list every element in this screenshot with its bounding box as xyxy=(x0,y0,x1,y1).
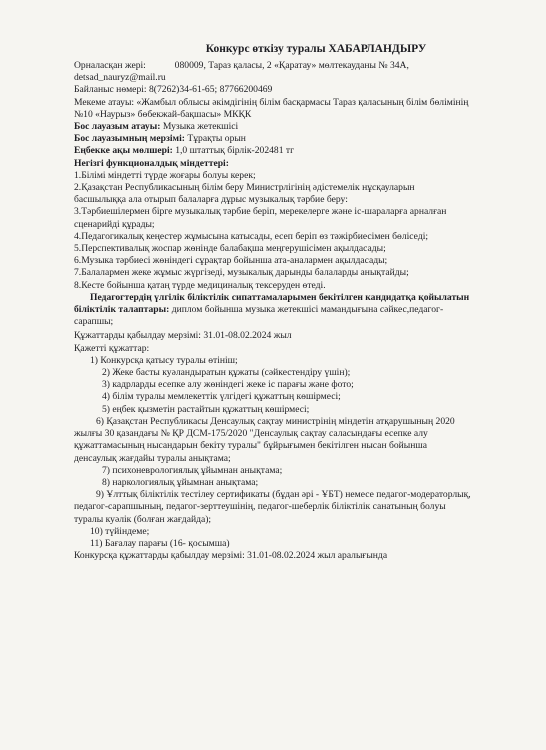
position-line xyxy=(74,121,518,133)
duty-item: 8.Кесте бойынша қатаң түрде медициналық тексеруден өтеді. xyxy=(74,279,326,291)
doc-item-9-line-3: туралы куәлік (болған жағдайда); xyxy=(74,513,212,525)
venue-line xyxy=(74,60,518,72)
duty-item: 5.Перспективалық жоспар жөнінде балабақша меңгерушісімен ақылдасады; xyxy=(74,243,386,255)
doc-item-8: 8) наркологиялық ұйымнан анықтама; xyxy=(102,476,259,488)
requirements-value: диплом бойынша музыка жетекшісі мамандығына сәйкес,педагог- xyxy=(169,304,444,316)
duty-item: 1.Білімі міндетті түрде жоғары болуы керек; xyxy=(74,169,256,181)
term-line xyxy=(74,133,518,145)
doc-item-6-line-1: 6) Қазақстан Республикасы Денсаулық сақтау министрінің міндетін атқарушының 2020 xyxy=(96,415,455,427)
final-deadline-line: Конкурсқа құжаттарды қабылдау мерзімі: 31.01-08.02.2024 жыл аралығында xyxy=(74,550,388,562)
venue-value: 080009, Тараз қаласы, 2 «Қаратау» мөлтекауданы № 34А, xyxy=(174,60,409,71)
doc-item: 4) білім туралы мемлекеттік үлгідегі құжаттың көшірмесі; xyxy=(102,391,341,403)
doc-item: 1) Конкурсқа қатысу туралы өтініш; xyxy=(90,354,238,366)
doc-item-11: 11) Бағалау парағы (16- қосымша) xyxy=(90,537,230,549)
docs-heading: Қажетті құжаттар: xyxy=(74,342,150,354)
position-label: Бос лауазым атауы: xyxy=(74,121,161,133)
duty-item: 4.Педагогикалық кеңестер жұмысына катысады, есеп беріп өз тәжірбиесімен бөліседі; xyxy=(74,230,429,242)
phone-line xyxy=(74,84,518,96)
term-label: Бос лауазымның мерзімі: xyxy=(74,133,185,145)
page-title: Конкурс өткізу туралы ХАБАРЛАНДЫРУ xyxy=(205,43,427,55)
term-value: Тұрақты орын xyxy=(187,133,246,145)
requirements-line xyxy=(74,304,518,316)
salary-line xyxy=(74,145,518,157)
duty-item: 7.Балалармен жеке жұмыс жүргізеді, музыкалық дарынды балаларды анықтайды; xyxy=(74,267,409,279)
doc-item-10: 10) түйіндеме; xyxy=(90,525,150,537)
requirements-label: біліктілік талаптары: xyxy=(74,304,170,316)
doc-item-9-line-1: 9) Ұлттық біліктілік тестілеу сертификаты (бұдан әрі - ҰБТ) немесе педагог-модераторлық, xyxy=(96,489,471,501)
duties-heading: Негізгі функционалдық міндеттері: xyxy=(74,157,229,169)
duty-item: сценарийді құрады; xyxy=(74,218,155,230)
duty-item: 3.Тәрбиешілермен бірге музыкалық тәрбие беріп, мерекелерге және іс-шараларға арналған xyxy=(74,206,447,218)
venue-label: Орналасқан жері: xyxy=(74,60,146,71)
org-line-1: Мекеме атауы: «Жамбыл облысы әкімдігінің білім басқармасы Тараз қаласының білім бөлімінің xyxy=(74,96,469,108)
phone-label: Байланыс нөмері: xyxy=(74,84,147,96)
salary-label: Еңбекке ақы мөлшері: xyxy=(74,145,173,157)
doc-item: 2) Жеке басты куәландыратын құжаты (сәйкестендіру үшін); xyxy=(102,367,351,379)
requirements-line-3: сарапшы; xyxy=(74,316,114,328)
salary-value: 1,0 штаттық бірлік-202481 тг xyxy=(175,145,295,157)
email-line: detsad_nauryz@mail.ru xyxy=(74,72,166,84)
doc-item: 5) еңбек қызметін растайтын құжаттың көшірмесі; xyxy=(102,403,310,415)
position-value: Музыка жетекшісі xyxy=(162,121,239,133)
doc-item-6-line-2: жылғы 30 қазандағы № ҚР ДСМ-175/2020 "Денсаулық сақтау саласындағы есепке алу xyxy=(74,428,428,440)
duty-item: 2.Қазақстан Республикасының білім беру Министрлігінің әдістемелік нұсқауларын xyxy=(74,182,415,194)
doc-item-6-line-3: құжаттамасының нысандарын бекіту туралы" бұйрығымен бекітілген нысан бойынша xyxy=(74,440,428,452)
doc-item: 3) кадрларды есепке алу жөніндегі жеке іс парағы және фото; xyxy=(102,379,354,391)
org-line-2: №10 «Наурыз» бөбекжай-бақшасы» МКҚК xyxy=(74,108,252,120)
doc-item-6-line-4: денсаулық жағдайы туралы анықтама; xyxy=(74,452,231,464)
doc-item-7: 7) психоневрологиялық ұйымнан анықтама; xyxy=(102,464,283,476)
requirements-heading: Педагогтердің үлгілік біліктілік сипаттамаларымен бекітілген кандидатқа қойылатын xyxy=(90,291,470,303)
doc-item-9-line-2: педагог-сарапшының, педагог-зерттеушінің, педагог-шеберлік біліктілік санатының болуы xyxy=(74,501,446,513)
deadline-line: Құжаттарды қабылдау мерзімі: 31.01-08.02.2024 жыл xyxy=(74,330,292,342)
duty-item: 6.Музыка тәрбиесі жөніндегі сұрақтар бойынша ата-аналармен ақылдасады; xyxy=(74,255,388,267)
duty-item: басшылыққа ала отырып балаларға дұрыс музыкалық тәрбие беру: xyxy=(74,194,348,206)
phone-value: 8(7262)34-61-65; 87766200469 xyxy=(148,84,273,96)
